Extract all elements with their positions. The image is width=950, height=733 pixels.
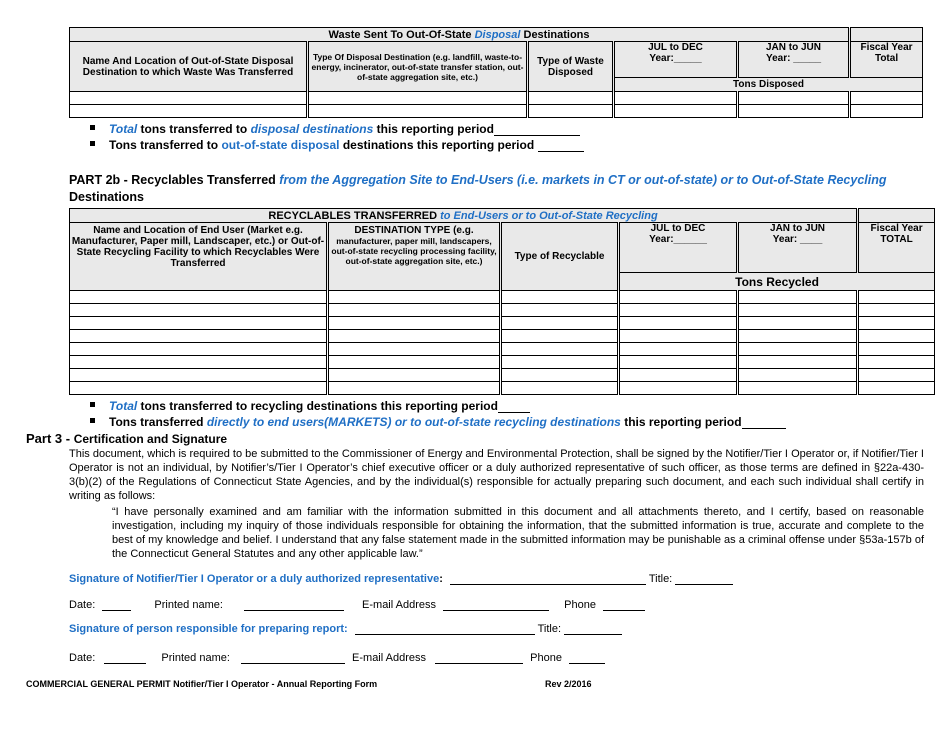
certification-intro: This document, which is required to be submitted to the Commissioner of Energy and Environmental Protection, shall be signed by the Notifier/Tier I Operator or, if Notifier/Tier I Operator is not an individual, by Notifier’s/Tier I Operator’s chief executive officer or a duly authorized representative of such officer, as those terms are defined in §22a-430-3(b)(2) of the Regulations of Connecticut State Agencies, and by the individual(s) responsible for actually preparing such document, and each such individual shall certify in writing as follows:	[69, 448, 924, 502]
email-field-1[interactable]	[443, 599, 549, 611]
disposal-table-title: Waste Sent To Out-Of-State Disposal Destinations	[70, 28, 850, 42]
total-disposal-line: Total tons transferred to disposal destinations this reporting period	[90, 122, 580, 136]
email-field-2[interactable]	[435, 652, 523, 664]
total-recycling-line: Total tons transferred to recycling destinations this reporting period	[90, 399, 530, 413]
disposal-col-name: Name And Location of Out-of-State Disposal Destination to which Waste Was Transferred	[70, 42, 308, 92]
recyclables-col-fiscal-year: Fiscal Year TOTAL	[858, 223, 935, 273]
direct-recycling-line: Tons transferred directly to end users(MARKETS) or to out-of-state recycling destinations this reporting period	[90, 415, 786, 429]
table-row	[70, 304, 935, 317]
recyclables-col-jan-jun: JAN to JUN Year: ____	[738, 223, 858, 273]
table-row	[70, 382, 935, 395]
table-row	[70, 317, 935, 330]
title-field-1[interactable]	[675, 573, 733, 585]
signature-preparer-row: Signature of person responsible for preparing report: Title:	[69, 623, 622, 635]
table-row	[70, 369, 935, 382]
part3-heading: Part 3 - Certification and Signature	[26, 431, 228, 446]
table-row	[70, 356, 935, 369]
printed-name-field-1[interactable]	[244, 599, 344, 611]
disposal-sub-header: Tons Disposed	[614, 78, 923, 92]
recyclables-col-type: DESTINATION TYPE (e.g. manufacturer, paper mill, landscapers, out-of-state recycling processing facility, out-of-state aggregation site, etc.)	[328, 223, 501, 291]
recyclables-table-title: RECYCLABLES TRANSFERRED to End-Users or to Out-of-State Recycling	[70, 209, 858, 223]
disposal-col-waste-type: Type of Waste Disposed	[528, 42, 614, 92]
signature-preparer-field[interactable]	[355, 623, 535, 635]
recyclables-col-recyclable-type: Type of Recyclable	[501, 223, 619, 291]
disposal-col-jan-jun: JAN to JUN Year: _____	[738, 42, 850, 78]
notifier-details-row: Date: Printed name: E-mail Address Phone	[69, 599, 645, 611]
out-of-state-disposal-blank[interactable]	[538, 140, 584, 152]
disposal-col-fiscal-year: Fiscal Year Total	[850, 42, 923, 78]
part2b-heading: PART 2b - Recyclables Transferred from the Aggregation Site to End-Users (i.e. markets in CT or out-of-state) or to Out-of-State Recycling Destinations	[69, 173, 887, 204]
table-row	[70, 330, 935, 343]
table-row	[70, 105, 923, 118]
footer-form-title: COMMERCIAL GENERAL PERMIT Notifier/Tier I Operator - Annual Reporting Form	[26, 679, 378, 689]
signature-notifier-field[interactable]	[450, 573, 646, 585]
table-row	[70, 92, 923, 105]
signature-notifier-row: Signature of Notifier/Tier I Operator or a duly authorized representative: Title:	[69, 573, 733, 585]
table-row	[70, 343, 935, 356]
phone-field-1[interactable]	[603, 599, 645, 611]
title-field-2[interactable]	[564, 623, 622, 635]
phone-field-2[interactable]	[569, 652, 605, 664]
recyclables-col-name: Name and Location of End User (Market e.g. Manufacturer, Paper mill, Landscaper, etc.) or Out-of-State Recycling Facility to which Recyclables Were Transferred	[70, 223, 328, 291]
direct-recycling-blank[interactable]	[742, 417, 786, 429]
preparer-details-row: Date: Printed name: E-mail Address Phone	[69, 652, 605, 664]
disposal-table	[69, 27, 923, 118]
total-recycling-blank[interactable]	[498, 401, 530, 413]
disposal-col-jul-dec: JUL to DEC Year:_____	[614, 42, 738, 78]
date-field-2[interactable]	[104, 652, 146, 664]
printed-name-field-2[interactable]	[241, 652, 345, 664]
footer-revision: Rev 2/2016	[545, 679, 592, 689]
recyclables-sub-header: Tons Recycled	[619, 273, 935, 291]
out-of-state-disposal-line: Tons transferred to out-of-state disposal destinations this reporting period	[90, 138, 584, 152]
certification-statement: “I have personally examined and am familiar with the information submitted in this document and all attachments thereto, and I certify, based on reasonable investigation, including my inquiry of those individuals responsible for obtaining the information, that the submitted information is true, accurate and complete to the best of my knowledge and belief. I understand that any false statement made in the submitted information may be punishable as a criminal offense under §53a-157b of the Connecticut General Statutes and any other applicable law.”	[112, 506, 924, 560]
table-row	[70, 291, 935, 304]
date-field-1[interactable]	[102, 599, 131, 611]
disposal-col-type: Type Of Disposal Destination (e.g. landfill, waste-to-energy, incinerator, out-of-state transfer station, out-of-state aggregation site, etc.)	[308, 42, 528, 92]
recyclables-table	[69, 208, 935, 395]
recyclables-col-jul-dec: JUL to DEC Year:______	[619, 223, 738, 273]
total-disposal-blank[interactable]	[494, 124, 580, 136]
